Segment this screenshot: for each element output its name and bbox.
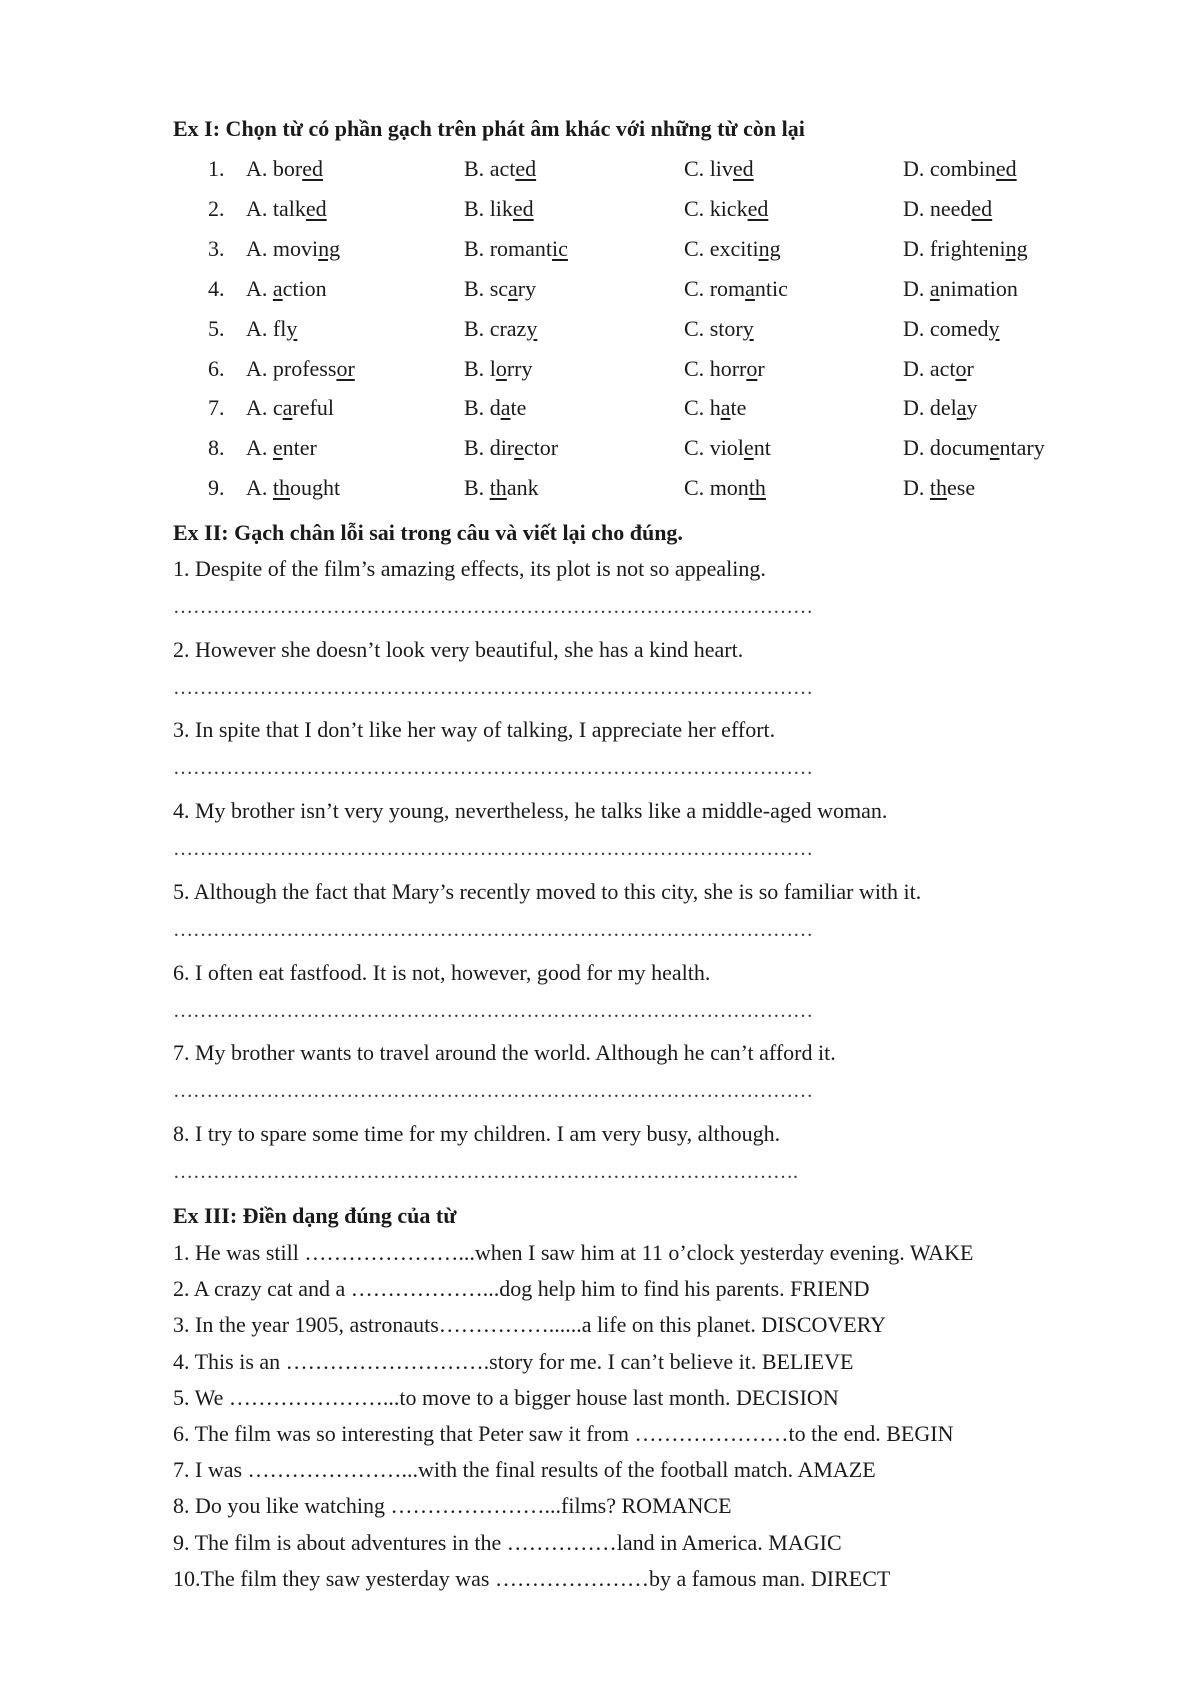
- word-part: exciti: [709, 235, 759, 261]
- question-number: 8.: [208, 435, 225, 461]
- word-form-question: 6. The film was so interesting that Peter saw it from …………………to the end. BEGIN: [173, 1421, 954, 1446]
- option-letter: C.: [684, 355, 710, 381]
- option-letter: D.: [903, 235, 930, 261]
- answer-line[interactable]: ……………………………………………………………………………………: [173, 838, 813, 861]
- option-letter: D.: [903, 435, 930, 461]
- answer-option-d: [903, 395, 978, 421]
- word-part: nimation: [939, 275, 1018, 301]
- option-letter: D.: [903, 395, 930, 421]
- answer-line[interactable]: ……………………………………………………………………………………: [173, 999, 813, 1022]
- underlined-sound: y: [526, 315, 538, 341]
- underlined-sound: th: [929, 475, 948, 501]
- word-form-question: 1. He was still …………………...when I saw him at 11 o’clock yesterday evening. WAKE: [173, 1240, 974, 1265]
- ex3-heading: Ex III: Điền dạng đúng của từ: [173, 1203, 457, 1228]
- answer-option-c: [684, 156, 754, 182]
- answer-option-a: [246, 156, 323, 182]
- question-number: 7.: [208, 395, 225, 421]
- answer-option-d: [903, 236, 1028, 262]
- word-form-question: 9. The film is about adventures in the ……………land in America. MAGIC: [173, 1529, 842, 1555]
- answer-option-c: [684, 196, 768, 222]
- word-part: act: [489, 156, 516, 181]
- underlined-sound: a: [500, 395, 511, 421]
- answer-option-b: [464, 435, 558, 461]
- underlined-sound: y: [988, 315, 1000, 341]
- underlined-sound: o: [746, 355, 758, 381]
- word-form-question: 4. This is an ……………………….story for me. I can’t believe it. BELIEVE: [173, 1348, 854, 1374]
- error-sentence: 6. I often eat fastfood. It is not, however, good for my health.: [173, 959, 711, 985]
- answer-option-b: [464, 395, 526, 421]
- word-form-question: 5. We …………………...to move to a bigger house last month. DECISION: [173, 1384, 839, 1410]
- word-form-question: 3. In the year 1905, astronauts……………......a life on this planet. DISCOVERY: [173, 1312, 887, 1338]
- word-part: ntary: [999, 435, 1045, 461]
- word-part: romant: [489, 235, 553, 261]
- underlined-sound: th: [489, 475, 507, 501]
- answer-option-c: [684, 435, 771, 461]
- underlined-sound: o: [495, 355, 507, 381]
- option-letter: B.: [464, 156, 490, 181]
- option-letter: C.: [684, 315, 710, 341]
- word-part: docum: [929, 435, 990, 461]
- underlined-sound: y: [742, 315, 754, 341]
- option-letter: C.: [684, 275, 710, 301]
- underlined-sound: ed: [305, 195, 327, 221]
- answer-option-a: [246, 236, 340, 262]
- option-letter: A.: [246, 355, 273, 381]
- answer-option-a: [246, 395, 334, 421]
- ex1-question-row: [0, 435, 1200, 467]
- question-number: 1.: [208, 156, 225, 181]
- answer-line[interactable]: ……………………………………………………………………………………: [173, 676, 813, 699]
- word-part: bor: [272, 156, 303, 181]
- option-letter: D.: [903, 275, 930, 301]
- option-letter: D.: [903, 475, 930, 501]
- option-letter: B.: [464, 275, 490, 301]
- answer-option-b: [464, 156, 536, 182]
- ex2-heading: Ex II: Gạch chân lỗi sai trong câu và viết lại cho đúng.: [173, 520, 683, 545]
- word-part: h: [709, 395, 721, 421]
- ex1-question-row: [0, 356, 1200, 388]
- word-form-question: 10.The film they saw yesterday was …………………by a famous man. DIRECT: [173, 1565, 891, 1591]
- word-part: nter: [282, 435, 317, 461]
- answer-option-d: [903, 196, 992, 222]
- option-letter: A.: [246, 235, 273, 261]
- option-letter: C.: [684, 235, 710, 261]
- answer-option-a: [246, 475, 340, 501]
- ex1-question-row: [0, 196, 1200, 228]
- option-letter: B.: [464, 355, 490, 381]
- answer-option-d: [903, 276, 1018, 302]
- answer-option-c: [684, 395, 746, 421]
- ex1-question-row: [0, 475, 1200, 507]
- underlined-sound: a: [929, 275, 940, 301]
- underlined-sound: ng: [1005, 235, 1028, 261]
- underlined-sound: ed: [515, 156, 537, 181]
- underlined-sound: a: [282, 395, 293, 421]
- word-form-question: 8. Do you like watching …………………...films? ROMANCE: [173, 1493, 732, 1519]
- word-part: need: [929, 195, 972, 221]
- word-part: d: [489, 395, 501, 421]
- underlined-sound: ed: [995, 156, 1017, 181]
- error-sentence: 2. However she doesn’t look very beautiful, she has a kind heart.: [173, 636, 744, 662]
- word-form-question: 2. A crazy cat and a ………………...dog help him to find his parents. FRIEND: [173, 1276, 870, 1302]
- word-part: sc: [489, 275, 509, 301]
- answer-option-d: [903, 475, 975, 501]
- underlined-sound: ed: [302, 156, 323, 181]
- word-part: fl: [272, 315, 287, 341]
- underlined-sound: th: [748, 475, 766, 501]
- option-letter: D.: [903, 315, 930, 341]
- word-part: rom: [709, 275, 746, 301]
- word-part: mon: [709, 475, 749, 501]
- word-part: l: [489, 355, 496, 381]
- answer-line[interactable]: ……………………………………………………………………………………: [173, 596, 813, 618]
- answer-line[interactable]: ……………………………………………………………………………………: [173, 757, 813, 780]
- answer-option-c: [684, 276, 788, 302]
- word-part: r: [757, 355, 765, 381]
- answer-option-c: [684, 356, 765, 382]
- ex1-question-row: [0, 156, 1200, 188]
- option-letter: A.: [246, 275, 273, 301]
- word-part: ese: [947, 475, 976, 501]
- underlined-sound: ng: [758, 235, 781, 261]
- answer-option-b: [464, 196, 534, 222]
- answer-option-d: [903, 435, 1045, 461]
- error-sentence: 1. Despite of the film’s amazing effects, its plot is not so appealing.: [173, 556, 766, 581]
- word-part: combin: [929, 156, 996, 181]
- ex1-question-row: [0, 276, 1200, 308]
- answer-option-c: [684, 475, 766, 501]
- word-part: te: [730, 395, 747, 421]
- underlined-sound: ic: [552, 235, 568, 261]
- word-part: reful: [292, 395, 334, 421]
- option-letter: A.: [246, 315, 273, 341]
- option-letter: A.: [246, 435, 273, 461]
- option-letter: B.: [464, 395, 490, 421]
- answer-option-a: [246, 196, 327, 222]
- answer-option-d: [903, 356, 974, 382]
- underlined-sound: e: [743, 435, 754, 461]
- word-part: viol: [709, 435, 744, 461]
- option-letter: C.: [684, 156, 710, 181]
- answer-line[interactable]: ………………………………………………………………………………….: [173, 1160, 798, 1183]
- word-part: horr: [709, 355, 747, 381]
- word-part: kick: [709, 195, 748, 221]
- underlined-sound: e: [989, 435, 1000, 461]
- underlined-sound: e: [272, 435, 283, 461]
- word-part: act: [929, 355, 956, 381]
- word-part: r: [966, 355, 974, 381]
- error-sentence: 7. My brother wants to travel around the world. Although he can’t afford it.: [173, 1040, 836, 1066]
- answer-option-b: [464, 236, 568, 262]
- underlined-sound: a: [508, 275, 518, 301]
- underlined-sound: ng: [318, 235, 341, 261]
- underlined-sound: ed: [512, 195, 534, 221]
- error-sentence: 8. I try to spare some time for my children. I am very busy, although.: [173, 1120, 781, 1146]
- answer-option-a: [246, 435, 317, 461]
- option-letter: D.: [903, 156, 930, 181]
- answer-line[interactable]: ……………………………………………………………………………………: [173, 1080, 813, 1103]
- answer-option-c: [684, 316, 754, 342]
- answer-option-b: [464, 475, 539, 501]
- option-letter: B.: [464, 475, 490, 501]
- answer-option-b: [464, 316, 537, 342]
- word-part: ank: [506, 475, 539, 501]
- underlined-sound: e: [514, 435, 524, 461]
- option-letter: C.: [684, 195, 710, 221]
- error-sentence: 4. My brother isn’t very young, nevertheless, he talks like a middle-aged woman.: [173, 798, 888, 824]
- underlined-sound: a: [745, 275, 755, 301]
- word-part: movi: [272, 235, 319, 261]
- option-letter: C.: [684, 475, 710, 501]
- word-part: y: [966, 395, 978, 421]
- word-part: frighteni: [929, 235, 1006, 261]
- underlined-sound: or: [336, 355, 355, 381]
- word-part: nt: [753, 435, 771, 461]
- word-form-question: 7. I was …………………...with the final results of the football match. AMAZE: [173, 1457, 876, 1483]
- word-part: ction: [282, 275, 327, 301]
- word-part: ought: [290, 475, 341, 501]
- error-sentence: 5. Although the fact that Mary’s recently moved to this city, she is so familiar with it.: [173, 878, 922, 904]
- question-number: 3.: [208, 235, 225, 261]
- underlined-sound: ed: [971, 195, 993, 221]
- word-part: rry: [506, 355, 533, 381]
- question-number: 4.: [208, 275, 225, 301]
- word-part: c: [272, 395, 283, 421]
- word-part: dir: [489, 435, 515, 461]
- question-number: 5.: [208, 315, 225, 341]
- answer-option-a: [246, 356, 355, 382]
- ex1-question-row: [0, 395, 1200, 427]
- underlined-sound: a: [720, 395, 731, 421]
- answer-line[interactable]: ……………………………………………………………………………………: [173, 918, 813, 941]
- word-part: liv: [709, 156, 733, 181]
- word-part: stor: [709, 315, 743, 341]
- word-part: comed: [929, 315, 989, 341]
- word-part: craz: [489, 315, 527, 341]
- answer-option-d: [903, 156, 1017, 182]
- underlined-sound: o: [955, 355, 967, 381]
- question-number: 6.: [208, 355, 225, 381]
- option-letter: B.: [464, 435, 490, 461]
- underlined-sound: ed: [747, 195, 769, 221]
- ex1-heading: Ex I: Chọn từ có phần gạch trên phát âm khác với những từ còn lại: [173, 116, 805, 141]
- word-part: del: [929, 395, 957, 421]
- option-letter: C.: [684, 395, 710, 421]
- answer-option-c: [684, 236, 781, 262]
- ex1-question-row: [0, 316, 1200, 348]
- answer-option-b: [464, 276, 536, 302]
- error-sentence: 3. In spite that I don’t like her way of talking, I appreciate her effort.: [173, 717, 776, 743]
- word-part: profess: [272, 355, 337, 381]
- answer-option-d: [903, 316, 1000, 342]
- underlined-sound: ed: [732, 156, 754, 181]
- option-letter: C.: [684, 435, 710, 461]
- option-letter: D.: [903, 195, 930, 221]
- option-letter: B.: [464, 195, 490, 221]
- question-number: 9.: [208, 475, 225, 501]
- option-letter: A.: [246, 156, 273, 181]
- question-number: 2.: [208, 195, 225, 221]
- word-part: te: [510, 395, 527, 421]
- option-letter: A.: [246, 395, 273, 421]
- word-part: talk: [272, 195, 306, 221]
- underlined-sound: y: [286, 315, 298, 341]
- answer-option-a: [246, 316, 297, 342]
- word-part: ctor: [523, 435, 559, 461]
- word-part: lik: [489, 195, 513, 221]
- word-part: ntic: [754, 275, 788, 301]
- underlined-sound: th: [272, 475, 291, 501]
- answer-option-a: [246, 276, 327, 302]
- option-letter: B.: [464, 235, 490, 261]
- word-part: ry: [517, 275, 537, 301]
- ex1-question-row: [0, 236, 1200, 268]
- option-letter: D.: [903, 355, 930, 381]
- option-letter: B.: [464, 315, 490, 341]
- underlined-sound: a: [272, 275, 283, 301]
- option-letter: A.: [246, 195, 273, 221]
- underlined-sound: a: [956, 395, 967, 421]
- answer-option-b: [464, 356, 532, 382]
- option-letter: A.: [246, 475, 273, 501]
